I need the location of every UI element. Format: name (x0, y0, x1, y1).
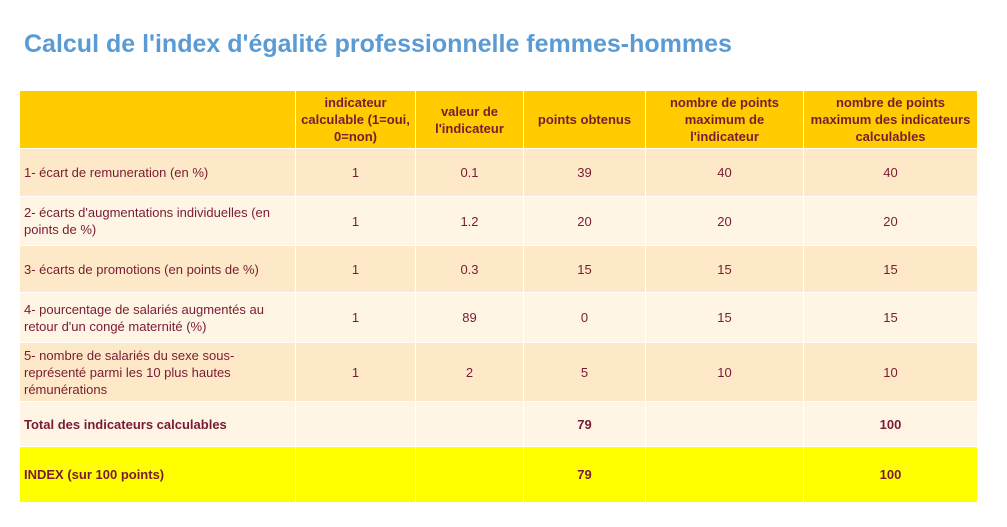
row-calculable: 1 (296, 293, 416, 343)
index-calculable-empty (296, 447, 416, 503)
index-max-indicateur-empty (646, 447, 804, 503)
row-max-calculables: 15 (804, 246, 978, 293)
row-max-indicateur: 40 (646, 149, 804, 197)
header-row (20, 91, 978, 149)
row-label: 1- écart de remuneration (en %) (20, 149, 296, 197)
row-label: 5- nombre de salariés du sexe sous-représenté parmi les 10 plus hautes rémunérations (20, 343, 296, 402)
row-label: 4- pourcentage de salariés augmentés au retour d'un congé maternité (%) (20, 293, 296, 343)
header-points: points obtenus (524, 91, 646, 149)
index-label: INDEX (sur 100 points) (20, 447, 296, 503)
row-max-indicateur: 15 (646, 246, 804, 293)
row-points: 5 (524, 343, 646, 402)
row-max-indicateur: 10 (646, 343, 804, 402)
index-valeur-empty (416, 447, 524, 503)
index-max-calculables: 100 (804, 447, 978, 503)
total-max-indicateur-empty (646, 402, 804, 447)
row-max-calculables: 40 (804, 149, 978, 197)
table-row (20, 246, 978, 293)
row-points: 39 (524, 149, 646, 197)
row-max-indicateur: 20 (646, 197, 804, 246)
index-row (20, 447, 978, 503)
row-max-calculables: 20 (804, 197, 978, 246)
table-row (20, 197, 978, 246)
row-calculable: 1 (296, 246, 416, 293)
row-max-calculables: 10 (804, 343, 978, 402)
header-label (20, 91, 296, 149)
header-valeur: valeur de l'indicateur (416, 91, 524, 149)
table-row (20, 149, 978, 197)
index-table (19, 90, 978, 503)
total-max-calculables: 100 (804, 402, 978, 447)
row-valeur: 0.1 (416, 149, 524, 197)
row-calculable: 1 (296, 149, 416, 197)
header-max-calculables: nombre de points maximum des indicateurs calculables (804, 91, 978, 149)
table-row (20, 293, 978, 343)
row-valeur: 1.2 (416, 197, 524, 246)
row-points: 15 (524, 246, 646, 293)
header-max-indicateur: nombre de points maximum de l'indicateur (646, 91, 804, 149)
row-points: 0 (524, 293, 646, 343)
row-max-indicateur: 15 (646, 293, 804, 343)
total-calculable-empty (296, 402, 416, 447)
row-calculable: 1 (296, 197, 416, 246)
total-points: 79 (524, 402, 646, 447)
row-label: 3- écarts de promotions (en points de %) (20, 246, 296, 293)
row-valeur: 0.3 (416, 246, 524, 293)
row-valeur: 89 (416, 293, 524, 343)
row-max-calculables: 15 (804, 293, 978, 343)
index-points: 79 (524, 447, 646, 503)
row-points: 20 (524, 197, 646, 246)
total-valeur-empty (416, 402, 524, 447)
row-label: 2- écarts d'augmentations individuelles (en points de %) (20, 197, 296, 246)
total-row (20, 402, 978, 447)
header-calculable: indicateur calculable (1=oui, 0=non) (296, 91, 416, 149)
page-title: Calcul de l'index d'égalité professionnelle femmes-hommes (24, 30, 732, 58)
total-label: Total des indicateurs calculables (20, 402, 296, 447)
row-valeur: 2 (416, 343, 524, 402)
table-row (20, 343, 978, 402)
row-calculable: 1 (296, 343, 416, 402)
